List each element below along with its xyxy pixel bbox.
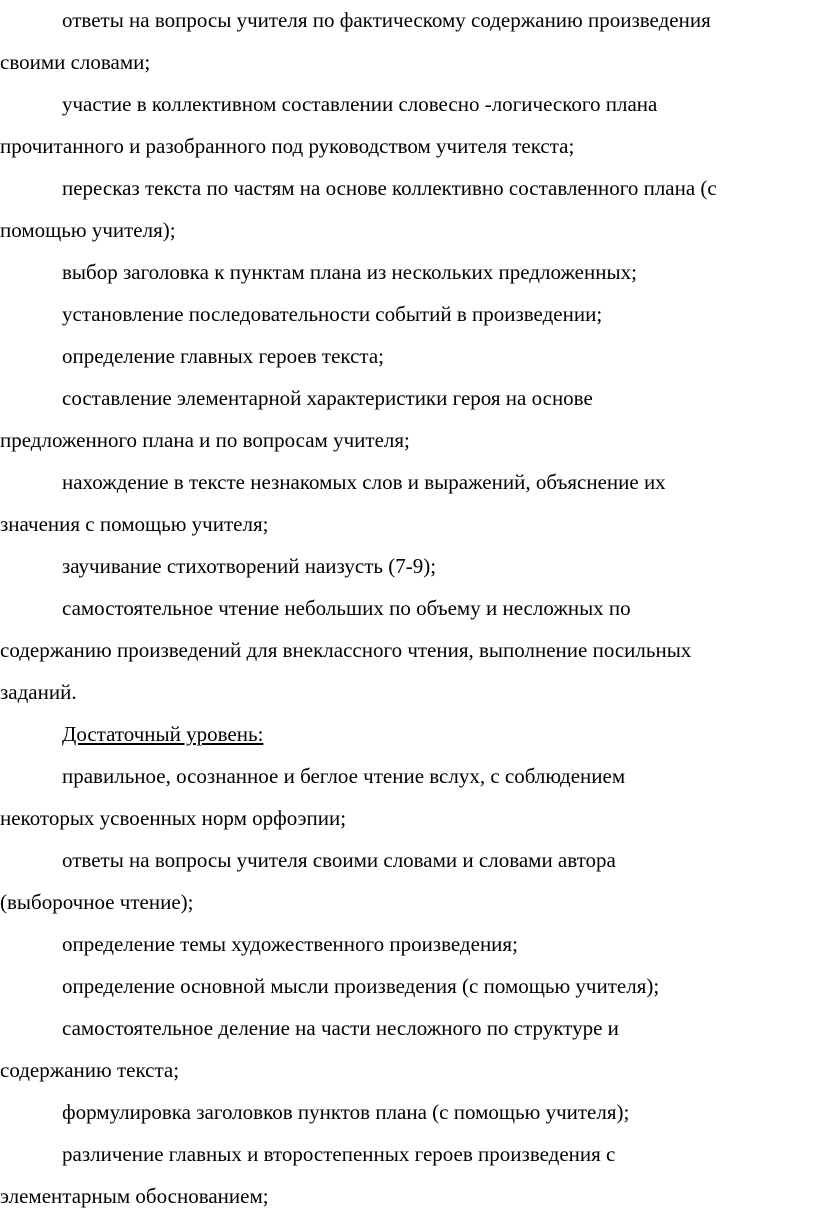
text-line: составление элементарной характеристики героя на основе	[62, 386, 593, 410]
text-line: определение главных героев текста;	[62, 344, 384, 368]
text-line: участие в коллективном составлении словесно -логического плана	[62, 92, 658, 116]
text-line: содержанию произведений для внеклассного чтения, выполнение посильных	[0, 638, 692, 662]
text-line: формулировка заголовков пунктов плана (с помощью учителя);	[62, 1100, 630, 1124]
text-line: определение основной мысли произведения (с помощью учителя);	[62, 974, 660, 998]
text-line: выбор заголовка к пунктам плана из нескольких предложенных;	[62, 260, 637, 284]
text-line: правильное, осознанное и беглое чтение вслух, с соблюдением	[62, 764, 626, 788]
text-line: самостоятельное деление на части несложного по структуре и	[62, 1016, 619, 1040]
text-line: значения с помощью учителя;	[0, 512, 269, 536]
text-line: помощью учителя);	[0, 218, 176, 242]
text-line: заданий.	[0, 680, 77, 704]
text-line: определение темы художественного произведения;	[62, 932, 518, 956]
text-line: различение главных и второстепенных героев произведения с	[62, 1142, 616, 1166]
text-line: установление последовательности событий в произведении;	[62, 302, 603, 326]
text-line: самостоятельное чтение небольших по объему и несложных по	[62, 596, 631, 620]
text-line: ответы на вопросы учителя по фактическому содержанию произведения	[62, 8, 711, 32]
text-line: прочитанного и разобранного под руководством учителя текста;	[0, 134, 575, 158]
text-line: нахождение в тексте незнакомых слов и выражений, объяснение их	[62, 470, 666, 494]
text-line: предложенного плана и по вопросам учителя;	[0, 428, 410, 452]
section-heading: Достаточный уровень:	[62, 722, 264, 746]
text-line: своими словами;	[0, 50, 151, 74]
text-line: ответы на вопросы учителя своими словами и словами автора	[62, 848, 616, 872]
text-line: заучивание стихотворений наизусть (7-9);	[62, 554, 437, 578]
text-line: некоторых усвоенных норм орфоэпии;	[0, 806, 347, 830]
text-line: (выборочное чтение);	[0, 890, 194, 914]
text-line: элементарным обоснованием;	[0, 1184, 269, 1208]
text-line: содержанию текста;	[0, 1058, 180, 1082]
text-line: пересказ текста по частям на основе коллективно составленного плана (с	[62, 176, 717, 200]
